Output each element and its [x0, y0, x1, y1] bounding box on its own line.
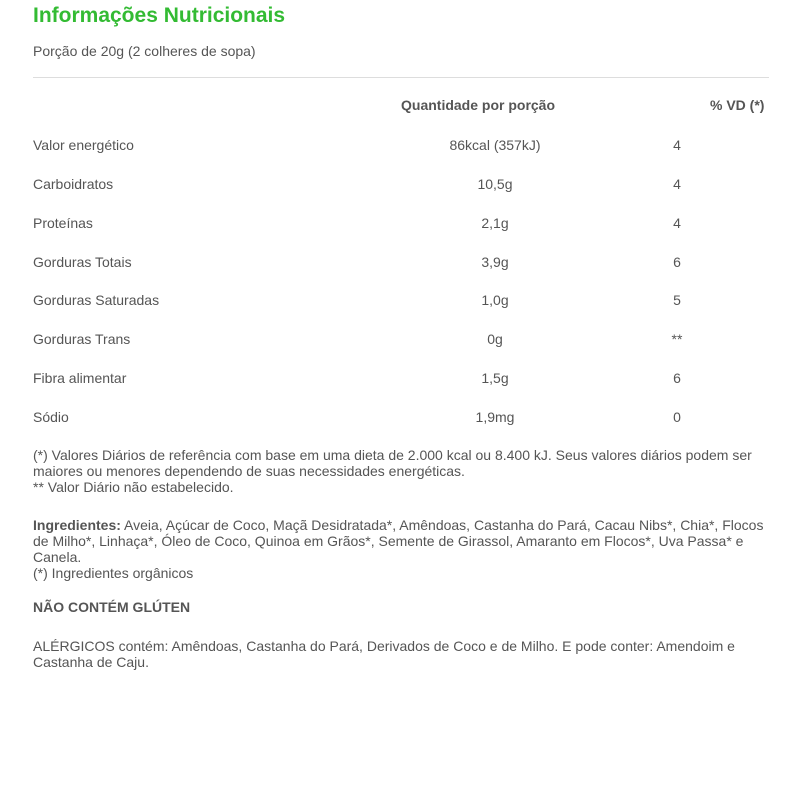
table-row	[0, 254, 800, 276]
nutrient-name: Fibra alimentar	[33, 370, 127, 386]
divider	[33, 77, 769, 78]
nutrient-name: Gorduras Trans	[33, 331, 131, 347]
column-header-vd: % VD (*)	[710, 97, 765, 113]
nutrient-quantity: 86kcal (357kJ)	[449, 137, 541, 153]
table-row	[0, 176, 800, 198]
nutrient-quantity: 0g	[487, 331, 503, 347]
nutrient-quantity: 3,9g	[481, 254, 509, 270]
nutrient-vd: 4	[673, 176, 681, 192]
nutrient-quantity: 1,0g	[481, 292, 509, 308]
nutrient-quantity: 2,1g	[481, 215, 509, 231]
nutrient-name: Carboidratos	[33, 176, 114, 192]
nutrient-name: Gorduras Totais	[33, 254, 132, 270]
table-row	[0, 137, 800, 159]
organic-note: (*) Ingredientes orgânicos	[33, 565, 194, 581]
daily-values-note: (*) Valores Diários de referência com base em uma dieta de 2.000 kcal ou 8.400 kJ. Seus valores diários podem ser maiores ou menores dependendo de suas necessidades energéticas.	[33, 447, 752, 479]
ingredients-label: Ingredientes:	[33, 517, 121, 533]
nutrient-name: Proteínas	[33, 215, 93, 231]
table-row	[0, 331, 800, 353]
table-row	[0, 370, 800, 392]
allergens-notice: ALÉRGICOS contém: Amêndoas, Castanha do Pará, Derivados de Coco e de Milho. E pode conter: Amendoim e Castanha de Caju.	[33, 638, 735, 670]
nutrient-vd: 4	[673, 137, 681, 153]
table-row	[0, 292, 800, 314]
column-header-quantity: Quantidade por porção	[401, 97, 556, 113]
nutrient-name: Valor energético	[33, 137, 134, 153]
page-title: Informações Nutricionais	[33, 4, 286, 27]
ingredients-section	[33, 517, 778, 581]
table-row	[0, 409, 800, 431]
portion-size: Porção de 20g (2 colheres de sopa)	[33, 43, 256, 59]
gluten-notice: NÃO CONTÉM GLÚTEN	[33, 599, 191, 615]
not-established-note: ** Valor Diário não estabelecido.	[33, 479, 234, 495]
nutrient-quantity: 1,5g	[481, 370, 509, 386]
nutrient-name: Sódio	[33, 409, 69, 425]
nutrient-vd: 6	[673, 370, 681, 386]
nutrient-vd: 4	[673, 215, 681, 231]
table-row	[0, 215, 800, 237]
nutrient-vd: **	[671, 331, 683, 347]
nutrient-vd: 0	[673, 409, 681, 425]
nutrient-quantity: 10,5g	[477, 176, 513, 192]
nutrient-quantity: 1,9mg	[475, 409, 515, 425]
nutrient-name: Gorduras Saturadas	[33, 292, 160, 308]
nutrient-vd: 6	[673, 254, 681, 270]
ingredients-list: Aveia, Açúcar de Coco, Maçã Desidratada*, Amêndoas, Castanha do Pará, Cacau Nibs*, Chia*, Flocos de Milho*, Linhaça*, Óleo de Coco, Quinoa em Grãos*, Semente de Girassol, Amaranto em Flocos*, Uva Passa* e Canela.	[33, 517, 764, 565]
nutrient-vd: 5	[673, 292, 681, 308]
footnotes	[33, 447, 778, 495]
